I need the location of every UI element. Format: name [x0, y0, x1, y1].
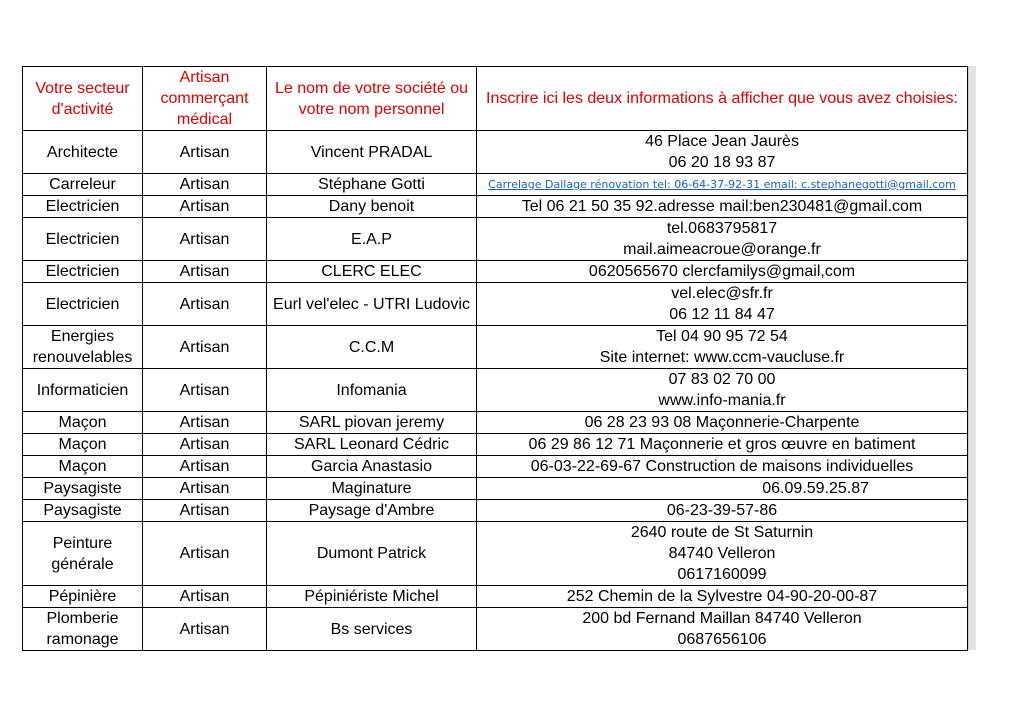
info-line: 06 28 23 93 08 Maçonnerie-Charpente: [584, 414, 860, 431]
table-row: [23, 434, 968, 456]
cell-nom: SARL piovan jeremy: [267, 412, 477, 434]
cell-nom: Bs services: [267, 608, 477, 651]
cell-type: Artisan: [143, 283, 267, 326]
table-row: [23, 218, 968, 261]
cell-secteur: Pépinière: [23, 586, 143, 608]
header-info: Inscrire ici les deux informations à afficher que vous avez choisies:: [477, 67, 968, 131]
cell-info: [477, 434, 968, 456]
table-row: [23, 326, 968, 369]
cell-nom: Stéphane Gotti: [267, 174, 477, 196]
info-line: 252 Chemin de la Sylvestre 04-90-20-00-87: [566, 588, 878, 605]
cell-info: [477, 218, 968, 261]
cell-nom: Pépiniériste Michel: [267, 586, 477, 608]
table-row: [23, 261, 968, 283]
table-row: [23, 586, 968, 608]
info-line: Site internet: www.ccm-vaucluse.fr: [599, 349, 845, 366]
info-line: 200 bd Fernand Maillan 84740 Velleron: [582, 610, 862, 627]
cell-info: [477, 326, 968, 369]
cell-nom: Garcia Anastasio: [267, 456, 477, 478]
info-line: Tel 04 90 95 72 54: [656, 328, 788, 345]
cell-secteur: Energies renouvelables: [23, 326, 143, 369]
cell-secteur: Carreleur: [23, 174, 143, 196]
cell-info: [477, 478, 968, 500]
cell-secteur: Architecte: [23, 131, 143, 174]
table-row: [23, 131, 968, 174]
cell-type: Artisan: [143, 608, 267, 651]
cell-nom: SARL Leonard Cédric: [267, 434, 477, 456]
cell-info: [477, 608, 968, 651]
info-line: 0620565670 clercfamilys@gmail,com: [588, 263, 856, 280]
info-line: www.info-mania.fr: [658, 392, 786, 409]
cell-nom: Vincent PRADAL: [267, 131, 477, 174]
artisan-directory-sheet: [22, 66, 967, 651]
cell-secteur: Maçon: [23, 412, 143, 434]
cell-type: Artisan: [143, 522, 267, 586]
cell-info: [477, 261, 968, 283]
cell-nom: E.A.P: [267, 218, 477, 261]
cell-nom: Maginature: [267, 478, 477, 500]
info-link[interactable]: Carrelage Dallage rénovation tel: 06-64-37-92-31 email: c.stephanegotti@gmail.com: [488, 177, 956, 191]
info-line: 06 29 86 12 71 Maçonnerie et gros œuvre en batiment: [528, 436, 916, 453]
info-line: 0617160099: [677, 566, 767, 583]
cell-nom: Dany benoit: [267, 196, 477, 218]
table-row: [23, 196, 968, 218]
cell-secteur: Informaticien: [23, 369, 143, 412]
cell-type: Artisan: [143, 261, 267, 283]
cell-info: [477, 456, 968, 478]
info-line: 84740 Velleron: [668, 545, 776, 562]
cell-nom: Paysage d'Ambre: [267, 500, 477, 522]
cell-type: Artisan: [143, 500, 267, 522]
cell-info: [477, 283, 968, 326]
cell-type: Artisan: [143, 174, 267, 196]
cell-type: Artisan: [143, 586, 267, 608]
cell-info: [477, 586, 968, 608]
cell-type: Artisan: [143, 369, 267, 412]
cell-nom: CLERC ELEC: [267, 261, 477, 283]
cell-type: Artisan: [143, 456, 267, 478]
info-line: 2640 route de St Saturnin: [630, 524, 814, 541]
cell-nom: C.C.M: [267, 326, 477, 369]
info-line: vel.elec@sfr.fr: [671, 285, 773, 302]
cell-info: [477, 369, 968, 412]
cell-type: Artisan: [143, 131, 267, 174]
cell-secteur: Maçon: [23, 434, 143, 456]
table-row: [23, 522, 968, 586]
info-line: 06.09.59.25.87: [762, 480, 869, 497]
table-row: [23, 608, 968, 651]
info-line: Tel 06 21 50 35 92.adresse mail:ben230481@gmail.com: [521, 198, 923, 215]
info-line: 06 12 11 84 47: [669, 306, 775, 323]
cell-nom: Eurl vel'elec - UTRI Ludovic: [267, 283, 477, 326]
cell-info: [477, 196, 968, 218]
table-row: [23, 500, 968, 522]
artisan-table: [22, 66, 968, 651]
cell-info[interactable]: [477, 174, 968, 196]
info-line: 06-23-39-57-86: [666, 502, 778, 519]
cell-type: Artisan: [143, 326, 267, 369]
cell-secteur: Electricien: [23, 283, 143, 326]
cell-secteur: Electricien: [23, 261, 143, 283]
table-row: [23, 412, 968, 434]
cell-secteur: Plomberie ramonage: [23, 608, 143, 651]
cell-type: Artisan: [143, 434, 267, 456]
table-row: [23, 369, 968, 412]
cell-secteur: Paysagiste: [23, 500, 143, 522]
cell-type: Artisan: [143, 478, 267, 500]
info-line: tel.0683795817: [666, 220, 778, 237]
info-line: 06 20 18 93 87: [668, 154, 776, 171]
cell-nom: Dumont Patrick: [267, 522, 477, 586]
table-row: [23, 283, 968, 326]
cell-info: [477, 500, 968, 522]
header-type: Artisan commerçant médical: [143, 67, 267, 131]
header-secteur: Votre secteur d'activité: [23, 67, 143, 131]
info-line: 46 Place Jean Jaurès: [645, 133, 799, 150]
cell-nom: Infomania: [267, 369, 477, 412]
cell-secteur: Maçon: [23, 456, 143, 478]
header-nom: Le nom de votre société ou votre nom personnel: [267, 67, 477, 131]
table-body: [23, 131, 968, 651]
info-line: 0687656106: [677, 631, 767, 648]
table-row: [23, 478, 968, 500]
cell-secteur: Paysagiste: [23, 478, 143, 500]
info-line: mail.aimeacroue@orange.fr: [623, 241, 821, 258]
header-row: [23, 67, 968, 131]
info-line: 07 83 02 70 00: [668, 371, 776, 388]
cell-secteur: Peinture générale: [23, 522, 143, 586]
info-line: 06-03-22-69-67 Construction de maisons individuelles: [530, 458, 914, 475]
table-row: [23, 174, 968, 196]
cell-type: Artisan: [143, 218, 267, 261]
cell-info: [477, 131, 968, 174]
cell-type: Artisan: [143, 196, 267, 218]
cell-info: [477, 522, 968, 586]
table-row: [23, 456, 968, 478]
cell-secteur: Electricien: [23, 218, 143, 261]
cell-type: Artisan: [143, 412, 267, 434]
cell-info: [477, 412, 968, 434]
cell-secteur: Electricien: [23, 196, 143, 218]
